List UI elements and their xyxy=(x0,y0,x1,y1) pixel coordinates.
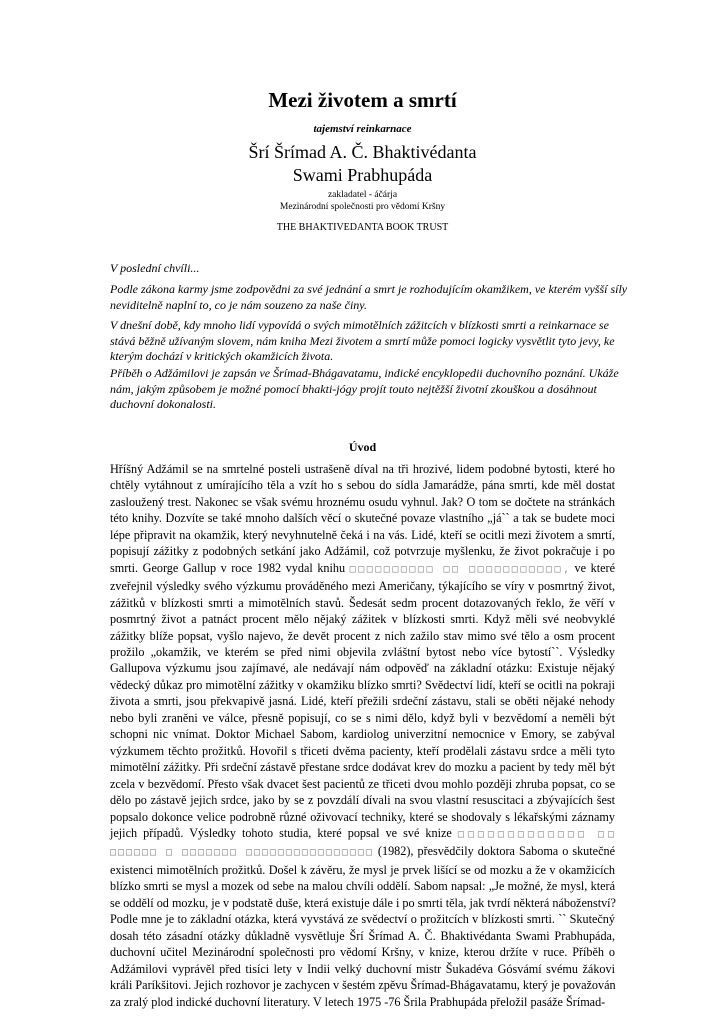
intro-paragraph: V poslední chvíli... xyxy=(110,261,200,275)
body-line: zážitků v blízkosti smrti a mimotělních stavů. Šedesát sedm procent dotazovaných řeklo, že věří v xyxy=(110,595,615,610)
body-line: života a smrti, jsou překvapivě jasná. Lidé, kteří přežili srdeční zástavu, stali se oběti nějaké nehody xyxy=(110,694,615,709)
missing-glyph-text: □□□□□□ □ □□□□□□□ □□□□□□□□□□□□□□□□ xyxy=(110,847,374,859)
body-line: vědecký důkaz pro mimotělní zážitky v okamžiku blízko smrti? Svědectví lidí, kteří se ocitli na pokraji xyxy=(110,677,615,692)
body-line: za zralý plod indické duchovní literatury. V letech 1975 -76 Šrila Prabhupáda přeložil pasáže Šrímad- xyxy=(110,994,606,1009)
body-line: nebo byli zraněni ve válce, přesně popisují, co se s nimi dělo, když byli v bezvědomí a neměli být xyxy=(110,710,615,725)
body-line: Gallupova výzkumu jsou zajímavé, ale nedávají nám odpověď na základní otázku: Existuje nějaký xyxy=(110,661,615,676)
body-line: dělo po zástavě jejich srdce, jako by se z povzdálí dívali na svou vlastní resuscitaci a zbývajících šest xyxy=(110,793,615,808)
missing-glyph-text: □□□□□□□□□□□□□ □□ xyxy=(457,828,615,840)
body-line: chtěly vytáhnout z umírajícího těla a vzít ho s sebou do sídla Jamarádže, pána smrti, kde měl dostat xyxy=(110,478,615,493)
body-line: této knihy. Dozvíte se také mnoho dalších věcí o skutečné povaze vlastního „já`` a tak se budete moci xyxy=(110,511,615,526)
body-line: králi Paríkšitovi. Jejich rozhovor je zachycen v šestém zpěvu Šrímad-Bhágavatamu, který je považován xyxy=(110,978,616,993)
intro-paragraph: Podle zákona karmy jsme zodpovědni za své jednání a smrt je rozhodujícím okamžikem, ve kterém vyšší síly neviditelně naplní to, co je nám souzeno za naše činy. xyxy=(110,282,628,312)
body-line: schopni nic vnímat. Doktor Michael Sabom, kardiolog univerzitní nemocnice v Emory, se zabýval xyxy=(110,727,615,742)
subtitle: tajemství reinkarnace xyxy=(313,123,412,135)
body-line: duchovní učitel Mezinárodní společnosti pro vědomí Kršny, v knize, kterou držíte v ruce. Příběh o xyxy=(110,945,615,960)
body-line: popisují zážitky z podobných setkání jako Adžámil, což potvrzuje myšlenku, že život pokračuje i po xyxy=(110,544,615,559)
body-line: smrti. George Gallup v roce 1982 vydal knihu □□□□□□□□□□ □□ □□□□□□□□□□□, ve které xyxy=(110,560,615,575)
body-line: výzkumem těchto prožitků. Hovořil s třiceti dvěma pacienty, kteří prodělali zástavu srdce a měli tyto xyxy=(110,743,615,758)
body-line: se oddělí od mozku, je v podstatě duše, která existuje dále i po smrti těla, jak tvrdí některá náboženství? xyxy=(110,895,616,910)
missing-glyph-text: □□□□□□□□□□ □□ □□□□□□□□□□□, xyxy=(349,563,570,575)
intro-paragraph: Příběh o Adžámilovi je zapsán ve Šrímad-Bhágavatamu, indické encyklopedii duchovního poznání. Ukáže nám, jakým způsobem je možné pomocí bhakti-jógy projít touto nejtěžší životní zkouškou a dosáhnout duchovní dokonalosti. xyxy=(110,366,619,412)
section-heading: Úvod xyxy=(348,440,377,454)
body-line: posmrtný život a patnáct procent mělo nějaký zážitek v blízkosti smrti. Když měli své neobvyklé xyxy=(110,612,615,627)
body-line: Podle mne je to základní otázka, která vyvstává ze svědectví o prožitcích v blízkosti smrti. `` Skutečný xyxy=(110,912,615,927)
intro-paragraph: V dnešní době, kdy mnoho lidí vypovídá o svých mimotělních zážitcích v blízkosti smrti a reinkarnace se stává běžně užívaným slovem, nám kniha Mezi životem a smrtí může pomoci logicky vysvětlit tyto jevy, ke kterým dochází v kritických okamžicích života. xyxy=(110,318,615,364)
body-line: zveřejnil výsledky svého výzkumu prováděného mezi Američany, týkajícího se víry v posmrtný život, xyxy=(110,579,615,594)
author-title: Swami Prabhupáda xyxy=(292,165,433,185)
body-line: prožilo „okamžik, ve kterém se před nimi objevila zvláštní bytost nebo více bytostí``. Výsledky xyxy=(110,644,615,659)
body-line: existenci mimotělních prožitků. Došel k závěru, že mysl je prvek lišící se od mozku a že v okamžicích xyxy=(110,862,615,877)
founder-role: zakladatel - áčárja xyxy=(327,190,398,200)
body-line: Adžámilovi vyprávěl před tisíci lety v Indii velký duchovní mistr Šukadéva Gósvámí svému žákovi xyxy=(110,961,615,976)
body-line: popsalo dokonce velice podrobně různé oživovací techniky, které se shodovaly s lékařskými záznamy xyxy=(110,809,615,824)
body-line: dosah této zásadní otázky důkladně vysvětluje Šrí Šrímad A. Č. Bhaktivédanta Swami Prabhupáda, xyxy=(110,928,615,943)
body-line: zážitky blíže popsat, vyšlo najevo, že devět procent z nich zažilo stav mimo své tělo a osm procent xyxy=(110,628,615,643)
body-line: Hříšný Adžámil se na smrtelné posteli ustrašeně díval na tři hrozivé, lidem podobné bytosti, které ho xyxy=(110,462,615,476)
body-text xyxy=(110,461,615,1010)
body-line: lépe připravit na okamžik, který nevyhnutelně čeká i na vás. Lidé, kteří se ocitli mezi životem a smrtí, xyxy=(110,527,615,542)
body-line: zcela v bezvědomí. Přesto však dvacet šest pacientů ze třiceti dvou mohlo později zhruba popsat, co se xyxy=(110,776,615,791)
body-line: mimotělní zážitky. Při srdeční zástavě přestane srdce dodávat krev do mozku a pacient by tedy měl být xyxy=(110,760,615,775)
body-line: jejich případů. Výsledky tohoto studia, které popsal ve své knize □□□□□□□□□□□□□ □□ xyxy=(110,825,615,840)
body-line: □□□□□□ □ □□□□□□□ □□□□□□□□□□□□□□□□ (1982), přesvědčily doktora Saboma o skutečné xyxy=(110,844,615,859)
body-line: blízko smrti se mysl a mozek od sebe na malou chvíli oddělí. Sabom napsal: „Je možné, že mysl, která xyxy=(110,879,615,894)
publisher-name: THE BHAKTIVEDANTA BOOK TRUST xyxy=(276,222,449,233)
page-title: Mezi životem a smrtí xyxy=(268,88,457,112)
author-name: Šrí Šrímad A. Č. Bhaktivédanta xyxy=(248,142,477,162)
body-line: zasloužený trest. Nakonec se však svému hroznému osudu vyhnul. Jak? O tom se dočtete na stránkách xyxy=(110,494,615,509)
founder-organization: Mezinárodní společnosti pro vědomí Kršny xyxy=(279,202,446,212)
